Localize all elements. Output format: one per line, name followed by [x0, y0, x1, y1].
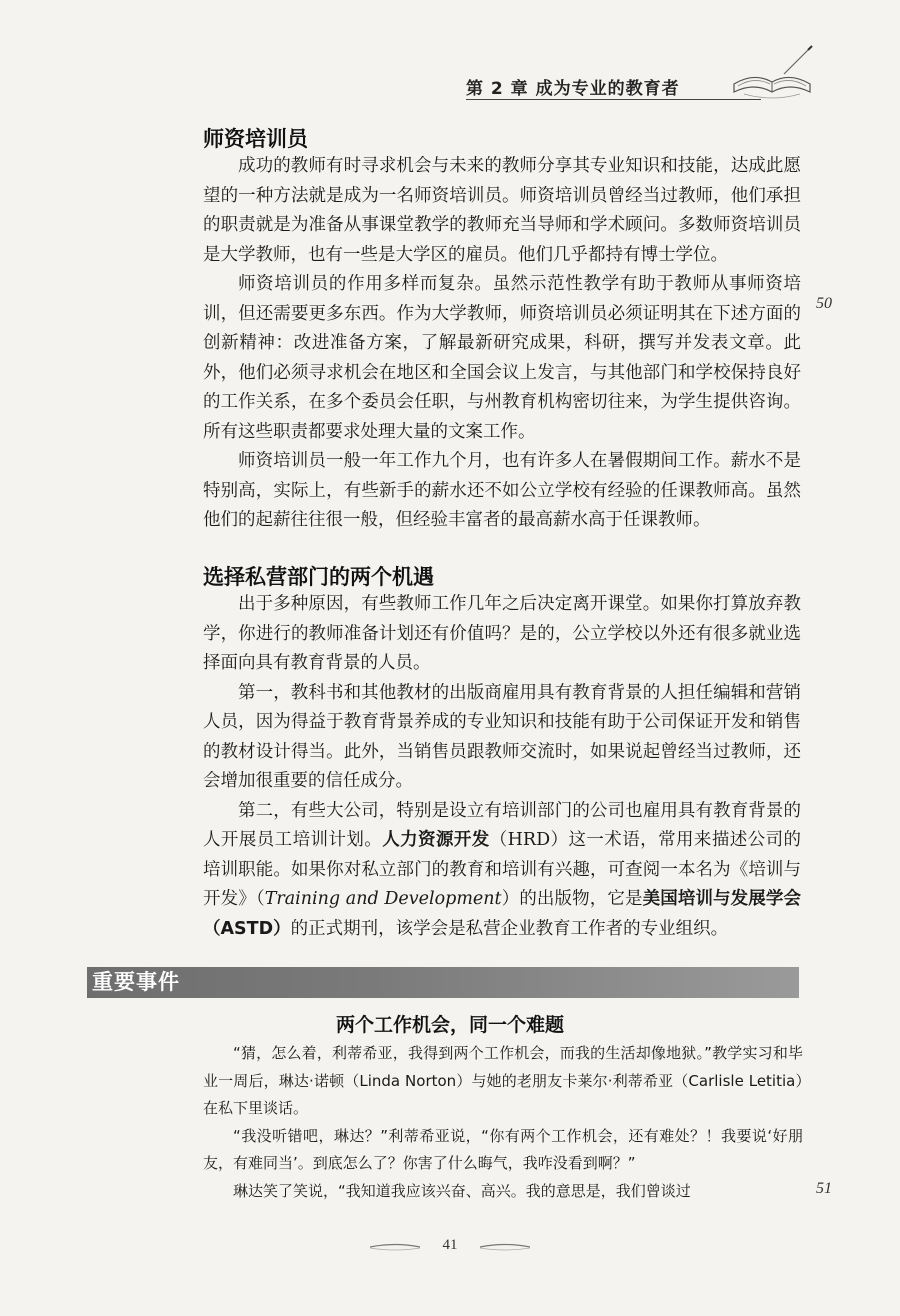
- chapter-header: 第 2 章 成为专业的教育者: [466, 79, 680, 99]
- paragraph: 第一，教科书和其他教材的出版商雇用具有教育背景的人担任编辑和营销人员，因为得益于教育背景养成的专业知识和技能有助于公司保证开发和销售的教材设计得当。此外，当销售员跟教师交流时，如果说起曾经当过教师，还会增加很重要的信任成分。: [203, 682, 801, 791]
- section-body-teacher-trainer: [203, 152, 801, 536]
- header-rule: [466, 99, 761, 100]
- section-heading-teacher-trainer: 师资培训员: [203, 127, 308, 151]
- paragraph: “猜，怎么着，利蒂希亚，我得到两个工作机会，而我的生活却像地狱。”教学实习和毕业一周后，琳达·诺顿（Linda Norton）与她的老朋友卡莱尔·利蒂希亚（Carlisle Letitia）在私下里谈话。: [203, 1044, 803, 1117]
- paragraph: 琳达笑了笑说，“我知道我应该兴奋、高兴。我的意思是，我们曾谈过: [233, 1181, 691, 1200]
- feature-banner: [87, 967, 799, 998]
- section-body-private-sector: [203, 590, 801, 944]
- story-body: [203, 1040, 803, 1205]
- paragraph: 师资培训员的作用多样而复杂。虽然示范性教学有助于教师从事师资培训，但还需要更多东西。作为大学教师，师资培训员必须证明其在下述方面的创新精神：改进准备方案，了解最新研究成果，科研，撰写并发表文章。此外，他们必须寻求机会在地区和全国会议上发言，与其他部门和学校保持良好的工作关系，在多个委员会任职，与州教育机构密切往来，为学生提供咨询。所有这些职责都要求处理大量的文案工作。: [203, 274, 801, 442]
- paragraph: 成功的教师有时寻求机会与未来的教师分享其专业知识和技能，达成此愿望的一种方法就是成为一名师资培训员。师资培训员曾经当过教师，他们承担的职责就是为准备从事课堂教学的教师充当导师和学术顾问。多数师资培训员是大学教师，也有一些是大学区的雇员。他们几乎都持有博士学位。: [203, 156, 801, 265]
- paragraph: 出于多种原因，有些教师工作几年之后决定离开课堂。如果你打算放弃教学，你进行的教师准备计划还有价值吗？是的，公立学校以外还有很多就业选择面向具有教育背景的人员。: [203, 594, 801, 673]
- bold-term-astd: 美国培训与发展学会（ASTD）: [203, 889, 802, 939]
- page-number: 41: [442, 1237, 458, 1253]
- section-heading-private-sector: 选择私营部门的两个机遇: [203, 565, 434, 589]
- feature-banner-title: 重要事件: [92, 970, 180, 994]
- open-book-icon: [724, 44, 820, 106]
- italic-title: Training and Development: [264, 889, 502, 909]
- paragraph: 师资培训员一般一年工作九个月，也有许多人在暑假期间工作。薪水不是特别高，实际上，有些新手的薪水还不如公立学校有经验的任课教师高。虽然他们的起薪往往很一般，但经验丰富者的最高薪水高于任课教师。: [203, 451, 801, 530]
- bold-term-hrd: 人力资源开发: [382, 830, 490, 850]
- story-title: 两个工作机会，同一个难题: [335, 1014, 564, 1036]
- margin-page-number: 51: [816, 1180, 832, 1197]
- paragraph: “我没听错吧，琳达？”利蒂希亚说，“你有两个工作机会，还有难处？！我要说‘好朋友，有难同当’。到底怎么了？你害了什么晦气，我咋没看到啊？”: [203, 1126, 803, 1172]
- paragraph: 第二，有些大公司，特别是设立有培训部门的公司也雇用具有教育背景的人开展员工培训计划。人力资源开发（HRD）这一术语，常用来描述公司的培训职能。如果你对私立部门的教育和培训有兴趣，可查阅一本名为《培训与开发》（Training and Development）的出版物，它是美国培训与发展学会（ASTD）的正式期刊，该学会是私营企业教育工作者的专业组织。: [203, 800, 802, 939]
- margin-page-number: 50: [816, 295, 832, 312]
